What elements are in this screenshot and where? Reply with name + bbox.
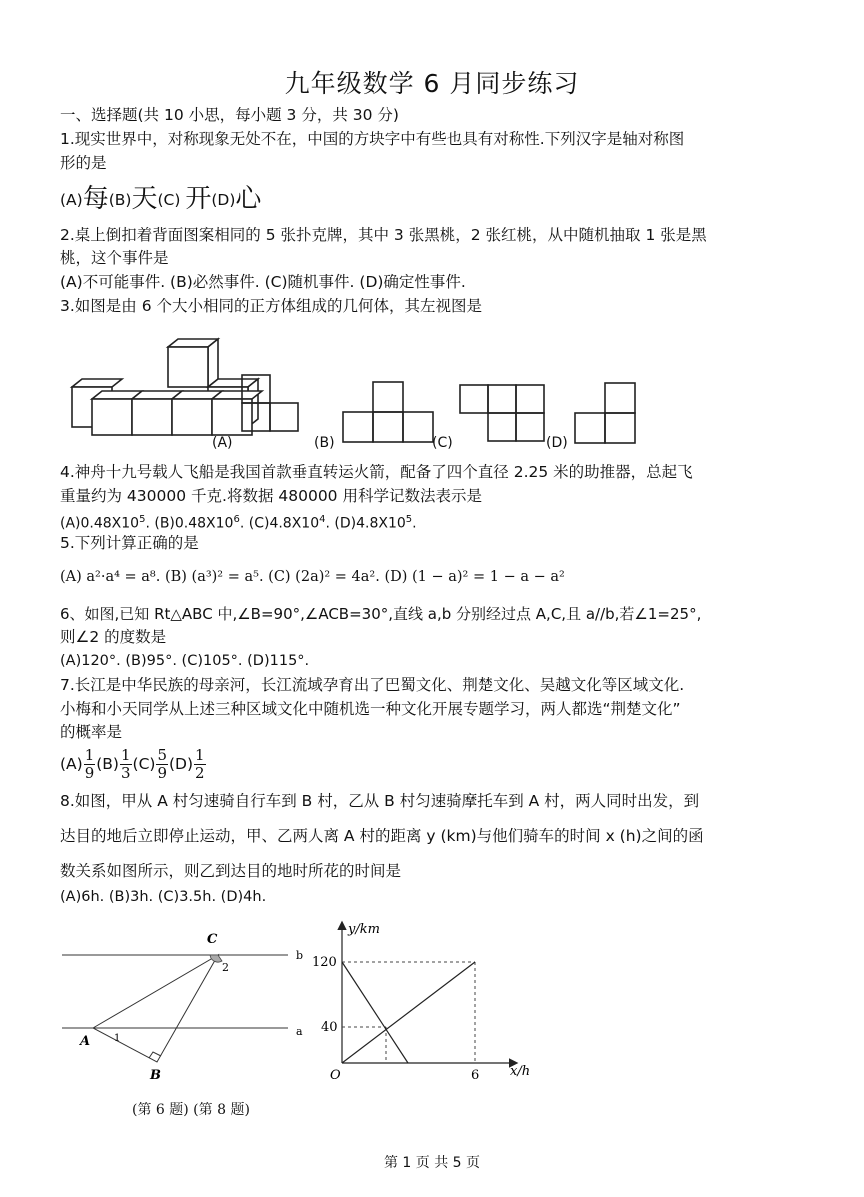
q7-opt-c: (C) xyxy=(132,755,156,773)
tick-40: 40 xyxy=(321,1020,338,1035)
q7-frac-c: $\frac{5}{9}$ xyxy=(157,746,167,782)
q3-label-b: (B) xyxy=(314,435,335,451)
q4-opt-d-exp: 5 xyxy=(405,514,413,525)
x-axis-label: x/h xyxy=(510,1064,531,1079)
view-c xyxy=(460,385,544,441)
q6-line1: 6、如图,已知 Rt△ABC 中,∠B=90°,∠ACB=30°,直线 a,b 分别经过点 A,C,且 a//b,若∠1=25°, xyxy=(60,605,702,623)
figure-caption: (第 6 题) (第 8 题) xyxy=(132,1102,250,1118)
q7-frac-d: $\frac{1}{2}$ xyxy=(195,746,205,782)
q7-opt-a: (A) xyxy=(60,755,83,773)
origin-label: O xyxy=(330,1068,341,1083)
page-footer: 第 1 页 共 5 页 xyxy=(383,1155,481,1171)
label-2: 2 xyxy=(222,961,229,974)
q1-opt-b-char: 天 xyxy=(131,184,158,214)
q6-line2: 则∠2 的度数是 xyxy=(60,628,167,646)
q4-line2: 重量约为 430000 千克.将数据 480000 用科学记数法表示是 xyxy=(60,487,482,505)
q4-opt-d: . (D)4.8X10 xyxy=(325,515,406,532)
q7-opt-b: (B) xyxy=(96,755,119,773)
q1-options xyxy=(60,184,262,214)
q1-line2: 形的是 xyxy=(60,154,107,172)
right-angle-mark xyxy=(149,1052,161,1058)
q8-line2: 达目的地后立即停止运动，甲、乙两人离 A 村的距离 y (km)与他们骑车的时间 x (h)之间的函 xyxy=(60,827,704,845)
triangle-abc xyxy=(93,955,218,1062)
line-jia xyxy=(342,962,475,1063)
tick-120: 120 xyxy=(312,955,337,970)
cube-solid xyxy=(72,339,262,435)
q1-opt-d-char: 心 xyxy=(235,184,262,214)
q4-options xyxy=(60,509,417,535)
q1-opt-b-label: (B) xyxy=(108,191,132,209)
view-b xyxy=(343,382,433,442)
q7-frac-a: $\frac{1}{9}$ xyxy=(84,746,95,782)
angle-2-mark xyxy=(210,955,222,962)
label-b-line: b xyxy=(296,949,304,962)
q1-line1: 1.现实世界中，对称现象无处不在，中国的方块字中有些也具有对称性.下列汉字是轴对称图 xyxy=(60,130,685,148)
label-b: B xyxy=(150,1068,161,1083)
q7-frac-b: $\frac{1}{3}$ xyxy=(120,746,131,782)
q8-options: (A)6h. (B)3h. (C)3.5h. (D)4h. xyxy=(60,889,267,905)
y-axis-label: y/km xyxy=(348,922,380,937)
section-heading: 一、选择题(共 10 小思，每小题 3 分，共 30 分) xyxy=(60,106,399,124)
q2-line2: 桃，这个事件是 xyxy=(60,249,169,267)
q3-label-a: (A) xyxy=(212,435,233,451)
q4-opt-a-exp: 5 xyxy=(139,514,146,525)
q1-opt-d-label: (D) xyxy=(211,191,236,209)
q4-end: . xyxy=(412,515,417,532)
q7-line1: 7.长江是中华民族的母亲河，长江流域孕育出了巴蜀文化、荆楚文化、吴越文化等区域文化. xyxy=(60,676,685,694)
q7-options xyxy=(60,746,207,782)
line-yi xyxy=(342,962,408,1063)
q3-label-c: (C) xyxy=(432,435,453,451)
q7-line2: 小梅和小天同学从上述三种区域文化中随机选一种文化开展专题学习，两人都选“荆楚文化” xyxy=(60,700,681,718)
q1-opt-c-label: (C) xyxy=(157,191,181,209)
q3-line1: 3.如图是由 6 个大小相同的正方体组成的几何体，其左视图是 xyxy=(60,297,483,315)
label-a: A xyxy=(80,1034,91,1049)
view-d xyxy=(575,383,635,443)
q1-opt-a-label: (A) xyxy=(60,191,83,209)
tick-6: 6 xyxy=(471,1068,480,1083)
q6-options: (A)120°. (B)95°. (C)105°. (D)115°. xyxy=(60,653,310,669)
q7-opt-d: (D) xyxy=(169,755,194,773)
label-c: C xyxy=(207,932,218,947)
fig8-graph xyxy=(312,915,550,1085)
q7-line3: 的概率是 xyxy=(60,723,123,741)
q3-label-d: (D) xyxy=(546,435,568,451)
q4-opt-b: . (B)0.48X10 xyxy=(145,515,234,532)
label-a-line: a xyxy=(296,1025,303,1038)
q5-line1: 5.下列计算正确的是 xyxy=(60,534,199,552)
q8-line1: 8.如图，甲从 A 村匀速骑自行车到 B 村，乙从 B 村匀速骑摩托车到 A 村，两人同时出发，到 xyxy=(60,792,700,810)
q4-line1: 4.神舟十九号载人飞船是我国首款垂直转运火箭，配备了四个直径 2.25 米的助推器，总起飞 xyxy=(60,463,693,481)
q5-options: (A) a²·a⁴ = a⁸. (B) (a³)² = a⁵. (C) (2a)² = 4a². (D) (1 − a)² = 1 − a − a² xyxy=(60,569,565,585)
label-1: 1 xyxy=(114,1033,121,1044)
q2-line1: 2.桌上倒扣着背面图案相同的 5 张扑克牌，其中 3 张黑桃，2 张红桃，从中随机抽取 1 张是黑 xyxy=(60,226,707,244)
q4-opt-c-exp: 4 xyxy=(319,514,326,525)
q4-opt-a: (A)0.48X10 xyxy=(60,515,140,532)
q8-line3: 数关系如图所示，则乙到达目的地时所花的时间是 xyxy=(60,862,402,880)
page-title: 九年级数学 6 月同步练习 xyxy=(284,69,580,98)
fig6-geometry xyxy=(60,925,320,1085)
q2-options: (A)不可能事件. (B)必然事件. (C)随机事件. (D)确定性事件. xyxy=(60,273,466,291)
q4-opt-b-exp: 6 xyxy=(233,514,240,525)
q4-opt-c: . (C)4.8X10 xyxy=(239,515,320,532)
q1-opt-a-char: 每 xyxy=(82,184,109,214)
q1-opt-c-char: 开 xyxy=(185,184,212,214)
